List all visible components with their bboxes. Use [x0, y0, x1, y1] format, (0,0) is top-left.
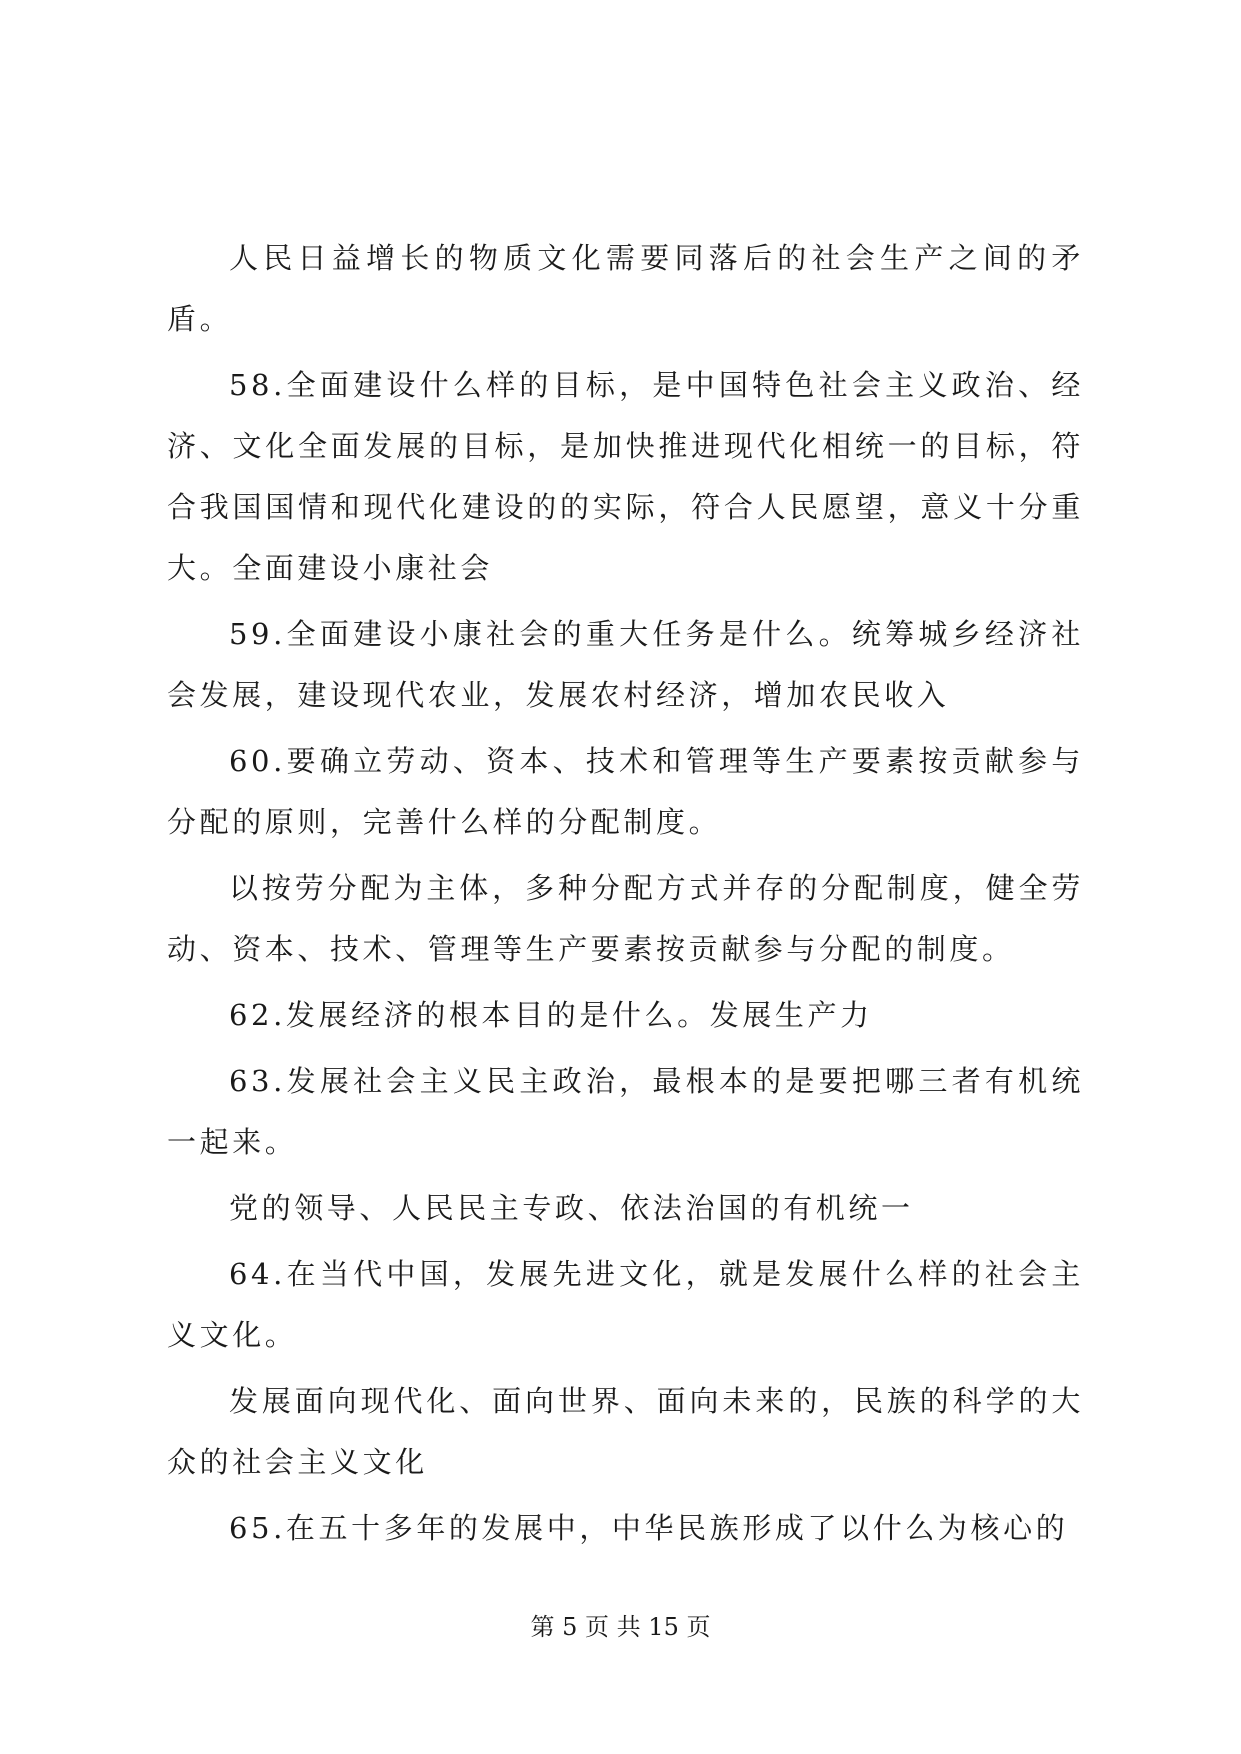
- paragraph: 64.在当代中国，发展先进文化，就是发展什么样的社会主义文化。: [167, 1257, 1084, 1352]
- page-number: 第 5 页 共 15 页: [530, 1613, 711, 1641]
- paragraph: 人民日益增长的物质文化需要同落后的社会生产之间的矛盾。: [167, 241, 1084, 336]
- paragraph: 62.发展经济的根本目的是什么。发展生产力: [229, 998, 873, 1032]
- paragraph: 58.全面建设什么样的目标，是中国特色社会主义政治、经济、文化全面发展的目标，是加快推进现代化相统一的目标，符合我国国情和现代化建设的的实际，符合人民愿望，意义十分重大。全面建设小康社会: [167, 368, 1084, 585]
- paragraph: 党的领导、人民民主专政、依法治国的有机统一: [229, 1191, 914, 1225]
- paragraph: 60.要确立劳动、资本、技术和管理等生产要素按贡献参与分配的原则，完善什么样的分配制度。: [167, 744, 1084, 839]
- paragraph: 发展面向现代化、面向世界、面向未来的，民族的科学的大众的社会主义文化: [167, 1384, 1084, 1479]
- paragraph: 59.全面建设小康社会的重大任务是什么。统筹城乡经济社会发展，建设现代农业，发展农村经济，增加农民收入: [167, 617, 1084, 712]
- paragraph: 以按劳分配为主体，多种分配方式并存的分配制度，健全劳动、资本、技术、管理等生产要素按贡献参与分配的制度。: [167, 871, 1084, 966]
- page-footer: [0, 1612, 1241, 1642]
- document-body: [167, 228, 1084, 1564]
- paragraph: 65.在五十多年的发展中，中华民族形成了以什么为核心的: [229, 1511, 1069, 1545]
- paragraph: 63.发展社会主义民主政治，最根本的是要把哪三者有机统一起来。: [167, 1064, 1084, 1159]
